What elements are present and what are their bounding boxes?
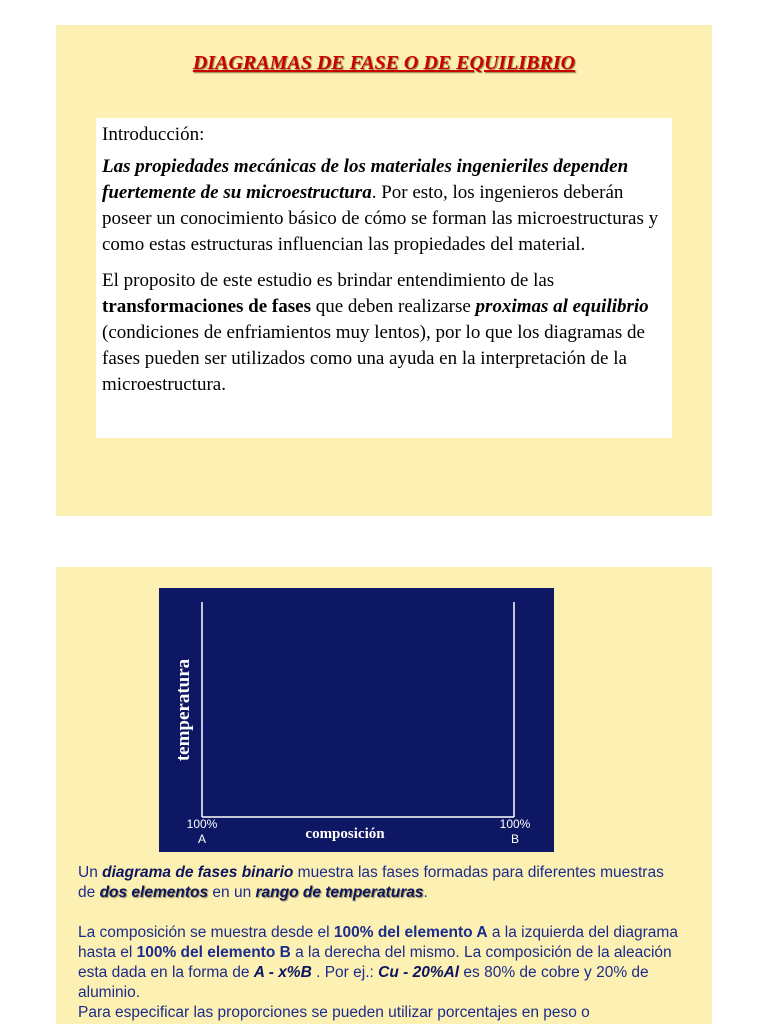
caption-paragraph-2 bbox=[78, 923, 678, 1003]
body-text: (condiciones de enfriamientos muy lentos), por lo que los diagramas de fases pueden ser utilizados como una ayuda en la interpretación de la microestructura. bbox=[102, 322, 645, 395]
body-text: El proposito de este estudio es brindar entendimiento de las bbox=[102, 270, 555, 291]
diagram-caption bbox=[78, 863, 678, 1023]
emphasis-text: dos elementos bbox=[99, 884, 209, 901]
left-percent-label: 100% bbox=[186, 817, 218, 831]
body-text: Un bbox=[78, 864, 103, 881]
emphasis-text: 100% del elemento A bbox=[333, 924, 488, 941]
emphasis-text: 100% del elemento B bbox=[136, 944, 291, 961]
slide-diagrama-binario bbox=[56, 567, 712, 1024]
intro-paragraph-2 bbox=[102, 268, 666, 398]
body-text: . bbox=[423, 884, 428, 901]
emphasis-text: rango de temperaturas bbox=[255, 884, 424, 901]
left-element-label: A bbox=[197, 832, 207, 846]
body-text: a la derecha del mismo. La composición de la aleación esta dada en la forma de bbox=[78, 944, 672, 981]
intro-paragraph-1 bbox=[102, 154, 666, 258]
y-axis-label: temperatura bbox=[173, 658, 194, 762]
emphasis-text: transformaciones de fases bbox=[102, 296, 311, 317]
emphasis-text: diagrama de fases binario bbox=[102, 864, 294, 881]
caption-paragraph-3: Para especificar las proporciones se pueden utilizar porcentajes en peso o bbox=[78, 1004, 590, 1021]
emphasis-text: Cu - 20%Al bbox=[378, 964, 460, 981]
intro-heading: Introducción: bbox=[102, 124, 205, 145]
caption-paragraph-1 bbox=[78, 863, 678, 903]
phase-diagram-svg bbox=[159, 588, 554, 852]
body-text: en un bbox=[208, 884, 256, 901]
phase-diagram-chart bbox=[159, 588, 554, 852]
body-text: a la izquierda del diagrama hasta el bbox=[78, 924, 678, 961]
slide-introduccion bbox=[56, 25, 712, 516]
paragraph-spacer bbox=[78, 903, 678, 923]
intro-text-box bbox=[96, 118, 672, 438]
body-text: . Por ej.: bbox=[311, 964, 379, 981]
right-element-label: B bbox=[510, 832, 520, 846]
x-axis-label: composición bbox=[305, 826, 385, 842]
body-text: muestra las fases formadas para diferentes muestras de bbox=[78, 864, 664, 901]
body-text: que deben realizarse bbox=[310, 296, 476, 317]
body-text: La composición se muestra desde el bbox=[78, 924, 334, 941]
page-title: DIAGRAMAS DE FASE O DE EQUILIBRIO bbox=[192, 52, 576, 74]
right-percent-label: 100% bbox=[499, 817, 531, 831]
body-text: . Por esto, los ingenieros deberán poseer un conocimiento básico de cómo se forman las microestructuras y como estas estructuras influencian las propiedades del material. bbox=[102, 182, 659, 255]
body-text: es 80% de cobre y 20% de aluminio. bbox=[78, 964, 649, 1001]
emphasis-text: proximas al equilibrio bbox=[475, 296, 649, 317]
emphasis-text: A - x%B bbox=[253, 964, 312, 981]
emphasis-text: Las propiedades mecánicas de los materiales ingenieriles dependen fuertemente de su microestructura bbox=[102, 156, 629, 203]
